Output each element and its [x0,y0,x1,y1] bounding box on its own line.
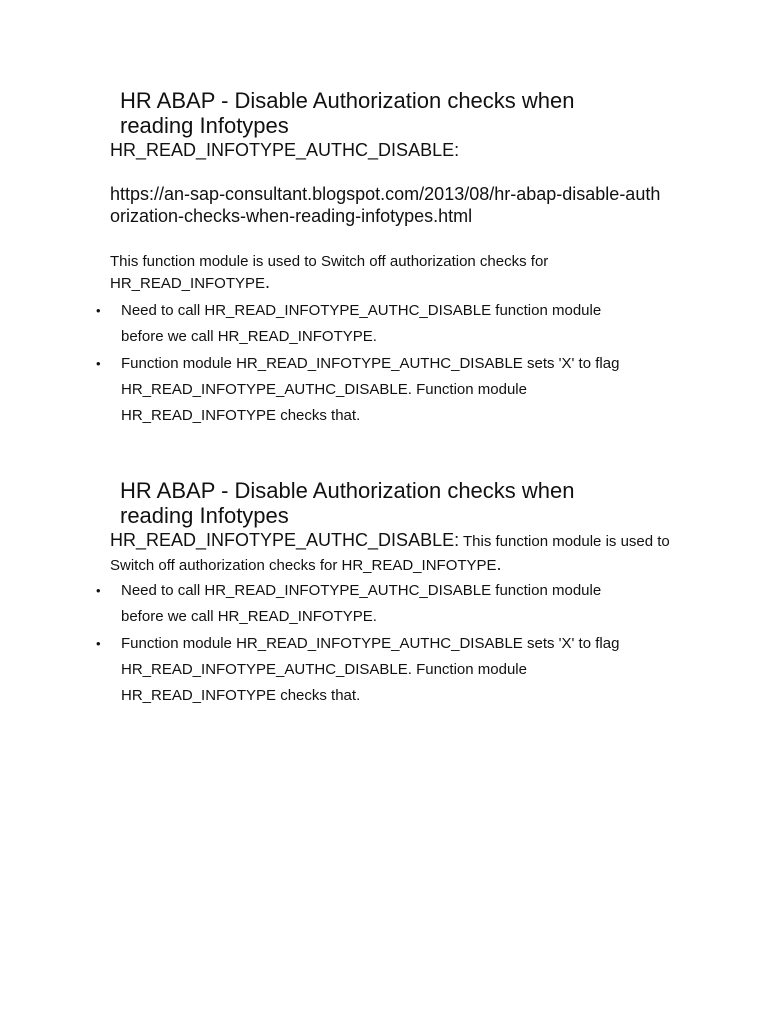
section-1-function-name: HR_READ_INFOTYPE_AUTHC_DISABLE: [110,140,460,160]
list-item-text: Function module HR_READ_INFOTYPE_AUTHC_DISABLE sets 'X' to flag HR_READ_INFOTYPE_AUTHC_DISABLE. Function module HR_READ_INFOTYPE checks that. [121,355,620,424]
section-2-bullet-list [0,578,768,710]
section-1-source-url[interactable]: https://an-sap-consultant.blogspot.com/2013/08/hr-abap-disable-authorization-checks-when-reading-infotypes.html [110,184,661,226]
section-2-description-text: This function module is used to Switch off authorization checks for HR_READ_INFOTYPE [110,533,670,574]
section-1-description [110,251,670,294]
list-item [0,631,621,709]
section-1-bullet-list [0,298,768,430]
section-2-description [110,529,670,577]
list-item-text: Function module HR_READ_INFOTYPE_AUTHC_DISABLE sets 'X' to flag HR_READ_INFOTYPE_AUTHC_DISABLE. Function module HR_READ_INFOTYPE checks that. [121,635,620,704]
bullet-icon: • [96,303,101,318]
list-item-text: Need to call HR_READ_INFOTYPE_AUTHC_DISABLE function module before we call HR_READ_INFOTYPE. [121,302,602,345]
section-1-heading: HR ABAP - Disable Authorization checks when reading Infotypes [120,88,575,138]
section-2-heading: HR ABAP - Disable Authorization checks when reading Infotypes [120,478,575,528]
section-1-description-text: This function module is used to Switch off authorization checks for HR_READ_INFOTYPE [110,253,549,292]
bullet-icon: • [96,356,101,371]
list-item [0,578,621,630]
bullet-icon: • [96,583,101,598]
list-item-text: Need to call HR_READ_INFOTYPE_AUTHC_DISABLE function module before we call HR_READ_INFOTYPE. [121,582,602,625]
section-2-description-period: . [496,554,502,574]
list-item [0,298,621,350]
list-item [0,351,621,429]
bullet-icon: • [96,636,101,651]
section-1-description-period: . [265,272,271,292]
section-2-function-name: HR_READ_INFOTYPE_AUTHC_DISABLE: [110,530,460,550]
